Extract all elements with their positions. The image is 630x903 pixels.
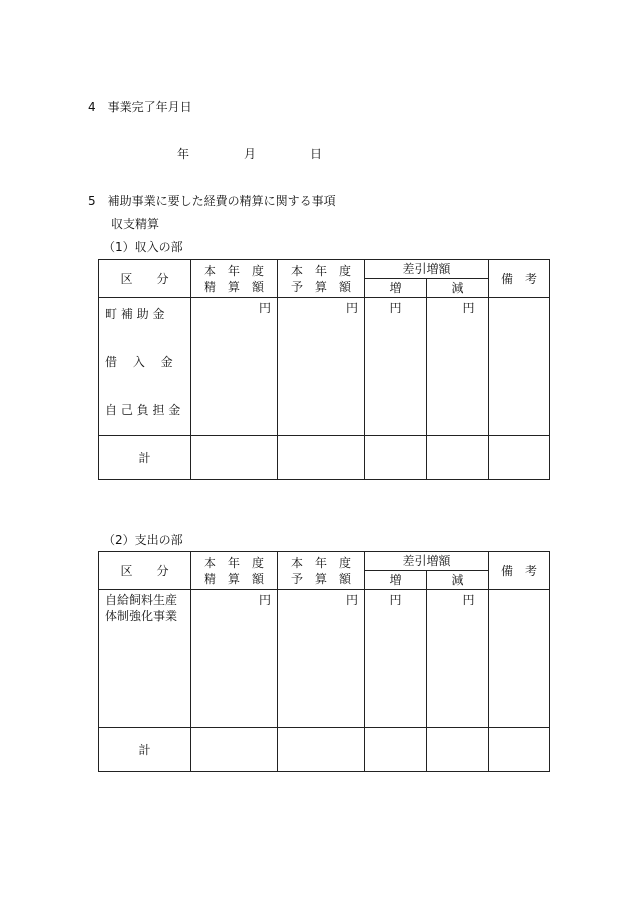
header-diff: 差引増額: [365, 260, 489, 279]
income-remarks-cell: [489, 298, 550, 436]
expense-total-increase: [365, 728, 427, 772]
header-settled: [191, 552, 278, 590]
yen-unit: 円: [462, 593, 475, 607]
header-settled-line2: 精 算 額: [203, 571, 264, 586]
expense-row-line1: 自給飼料生産: [105, 593, 178, 607]
income-total-settled: [191, 436, 278, 480]
header-budget: [278, 260, 365, 298]
header-budget-line2: 予 算 額: [290, 571, 351, 586]
expense-decrease-cell: [427, 590, 489, 728]
header-diff: 差引増額: [365, 552, 489, 571]
section4-heading: 4 事業完了年月日: [88, 100, 192, 114]
header-remarks: 備 考: [489, 260, 550, 298]
expense-settled-cell: [191, 590, 278, 728]
yen-unit: 円: [345, 593, 358, 607]
expense-row-line2: 体制強化事業: [105, 609, 178, 623]
header-settled: [191, 260, 278, 298]
income-row-loan: 借 入 金: [105, 355, 173, 369]
expense-total-decrease: [427, 728, 489, 772]
header-decrease: 減: [427, 279, 489, 298]
yen-unit: 円: [389, 593, 402, 607]
income-budget-cell: [278, 298, 365, 436]
date-month-label: 月: [244, 147, 257, 161]
date-day-label: 日: [310, 147, 323, 161]
header-remarks: 備 考: [489, 552, 550, 590]
income-row-subsidy: 町 補 助 金: [105, 307, 165, 321]
header-settled-line1: 本 年 度: [203, 555, 264, 570]
income-total-budget: [278, 436, 365, 480]
header-budget-line2: 予 算 額: [290, 279, 351, 294]
income-title: （1）収入の部: [103, 240, 183, 254]
income-total-decrease: [427, 436, 489, 480]
expense-budget-cell: [278, 590, 365, 728]
income-table: [98, 259, 550, 480]
header-settled-line2: 精 算 額: [203, 279, 264, 294]
header-increase: 増: [365, 279, 427, 298]
header-budget-line1: 本 年 度: [290, 555, 351, 570]
expense-total-remarks: [489, 728, 550, 772]
expense-remarks-cell: [489, 590, 550, 728]
expense-increase-cell: [365, 590, 427, 728]
yen-unit: 円: [345, 301, 358, 315]
expense-total-label: 計: [99, 728, 191, 772]
header-category: 区 分: [99, 552, 191, 590]
yen-unit: 円: [389, 301, 402, 315]
expense-total-settled: [191, 728, 278, 772]
header-budget-line1: 本 年 度: [290, 263, 351, 278]
date-year-label: 年: [177, 147, 190, 161]
header-settled-line1: 本 年 度: [203, 263, 264, 278]
income-row-self: 自 己 負 担 金: [105, 403, 181, 417]
yen-unit: 円: [258, 301, 271, 315]
header-category: 区 分: [99, 260, 191, 298]
expense-title: （2）支出の部: [103, 533, 183, 547]
header-decrease: 減: [427, 571, 489, 590]
section5-subheading: 収支精算: [111, 217, 160, 231]
income-decrease-cell: [427, 298, 489, 436]
income-total-increase: [365, 436, 427, 480]
income-items: [99, 298, 191, 436]
header-increase: 増: [365, 571, 427, 590]
expense-table: [98, 551, 550, 772]
yen-unit: 円: [258, 593, 271, 607]
header-budget: [278, 552, 365, 590]
expense-total-budget: [278, 728, 365, 772]
income-settled-cell: [191, 298, 278, 436]
expense-items: [99, 590, 191, 728]
yen-unit: 円: [462, 301, 475, 315]
income-increase-cell: [365, 298, 427, 436]
income-total-label: 計: [99, 436, 191, 480]
section5-heading: 5 補助事業に要した経費の精算に関する事項: [88, 194, 336, 208]
income-total-remarks: [489, 436, 550, 480]
